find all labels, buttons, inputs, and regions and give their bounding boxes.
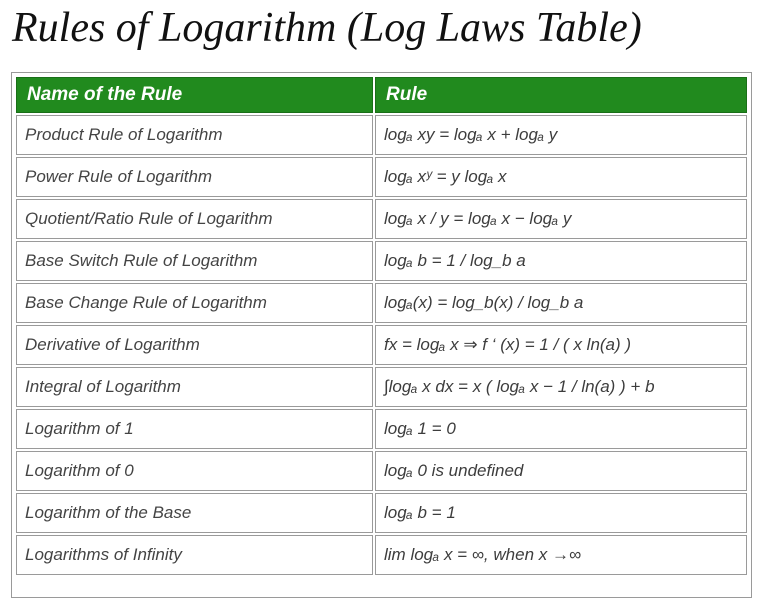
table-header-row — [16, 77, 747, 113]
rule-name: Logarithm of 1 — [16, 409, 373, 449]
rule-formula: logₐ 1 = 0 — [375, 409, 747, 449]
rule-name: Derivative of Logarithm — [16, 325, 373, 365]
column-header-rule: Rule — [375, 77, 747, 113]
table-row — [16, 451, 747, 491]
rule-formula: logₐ b = 1 — [375, 493, 747, 533]
table-row — [16, 493, 747, 533]
rule-name: Base Change Rule of Logarithm — [16, 283, 373, 323]
rule-formula: fx = logₐ x ⇒ f ‘ (x) = 1 / ( x ln(a) ) — [375, 325, 747, 365]
table-row — [16, 367, 747, 407]
table-row — [16, 283, 747, 323]
rule-formula: logₐ 0 is undefined — [375, 451, 747, 491]
rule-name: Power Rule of Logarithm — [16, 157, 373, 197]
rule-name: Logarithms of Infinity — [16, 535, 373, 575]
rule-name: Product Rule of Logarithm — [16, 115, 373, 155]
rule-name: Base Switch Rule of Logarithm — [16, 241, 373, 281]
rule-formula: logₐ b = 1 / log_b a — [375, 241, 747, 281]
table-row — [16, 325, 747, 365]
table-row — [16, 199, 747, 239]
rule-name: Logarithm of 0 — [16, 451, 373, 491]
page-title: Rules of Logarithm (Log Laws Table) — [12, 5, 642, 51]
rule-formula: logₐ xy = logₐ x + logₐ y — [375, 115, 747, 155]
table-row — [16, 409, 747, 449]
rule-name: Integral of Logarithm — [16, 367, 373, 407]
rule-formula: ∫logₐ x dx = x ( logₐ x − 1 / ln(a) ) + b — [375, 367, 747, 407]
column-header-name: Name of the Rule — [16, 77, 373, 113]
log-laws-table-frame — [11, 72, 752, 598]
rule-name: Logarithm of the Base — [16, 493, 373, 533]
rule-name: Quotient/Ratio Rule of Logarithm — [16, 199, 373, 239]
rule-formula: lim logₐ x = ∞, when x →∞ — [375, 535, 747, 575]
rule-formula: logₐ(x) = log_b(x) / log_b a — [375, 283, 747, 323]
table-row — [16, 241, 747, 281]
table-row — [16, 157, 747, 197]
rule-formula: logₐ xʸ = y logₐ x — [375, 157, 747, 197]
rule-formula: logₐ x / y = logₐ x − logₐ y — [375, 199, 747, 239]
table-row — [16, 115, 747, 155]
log-laws-table — [14, 75, 749, 577]
table-row — [16, 535, 747, 575]
